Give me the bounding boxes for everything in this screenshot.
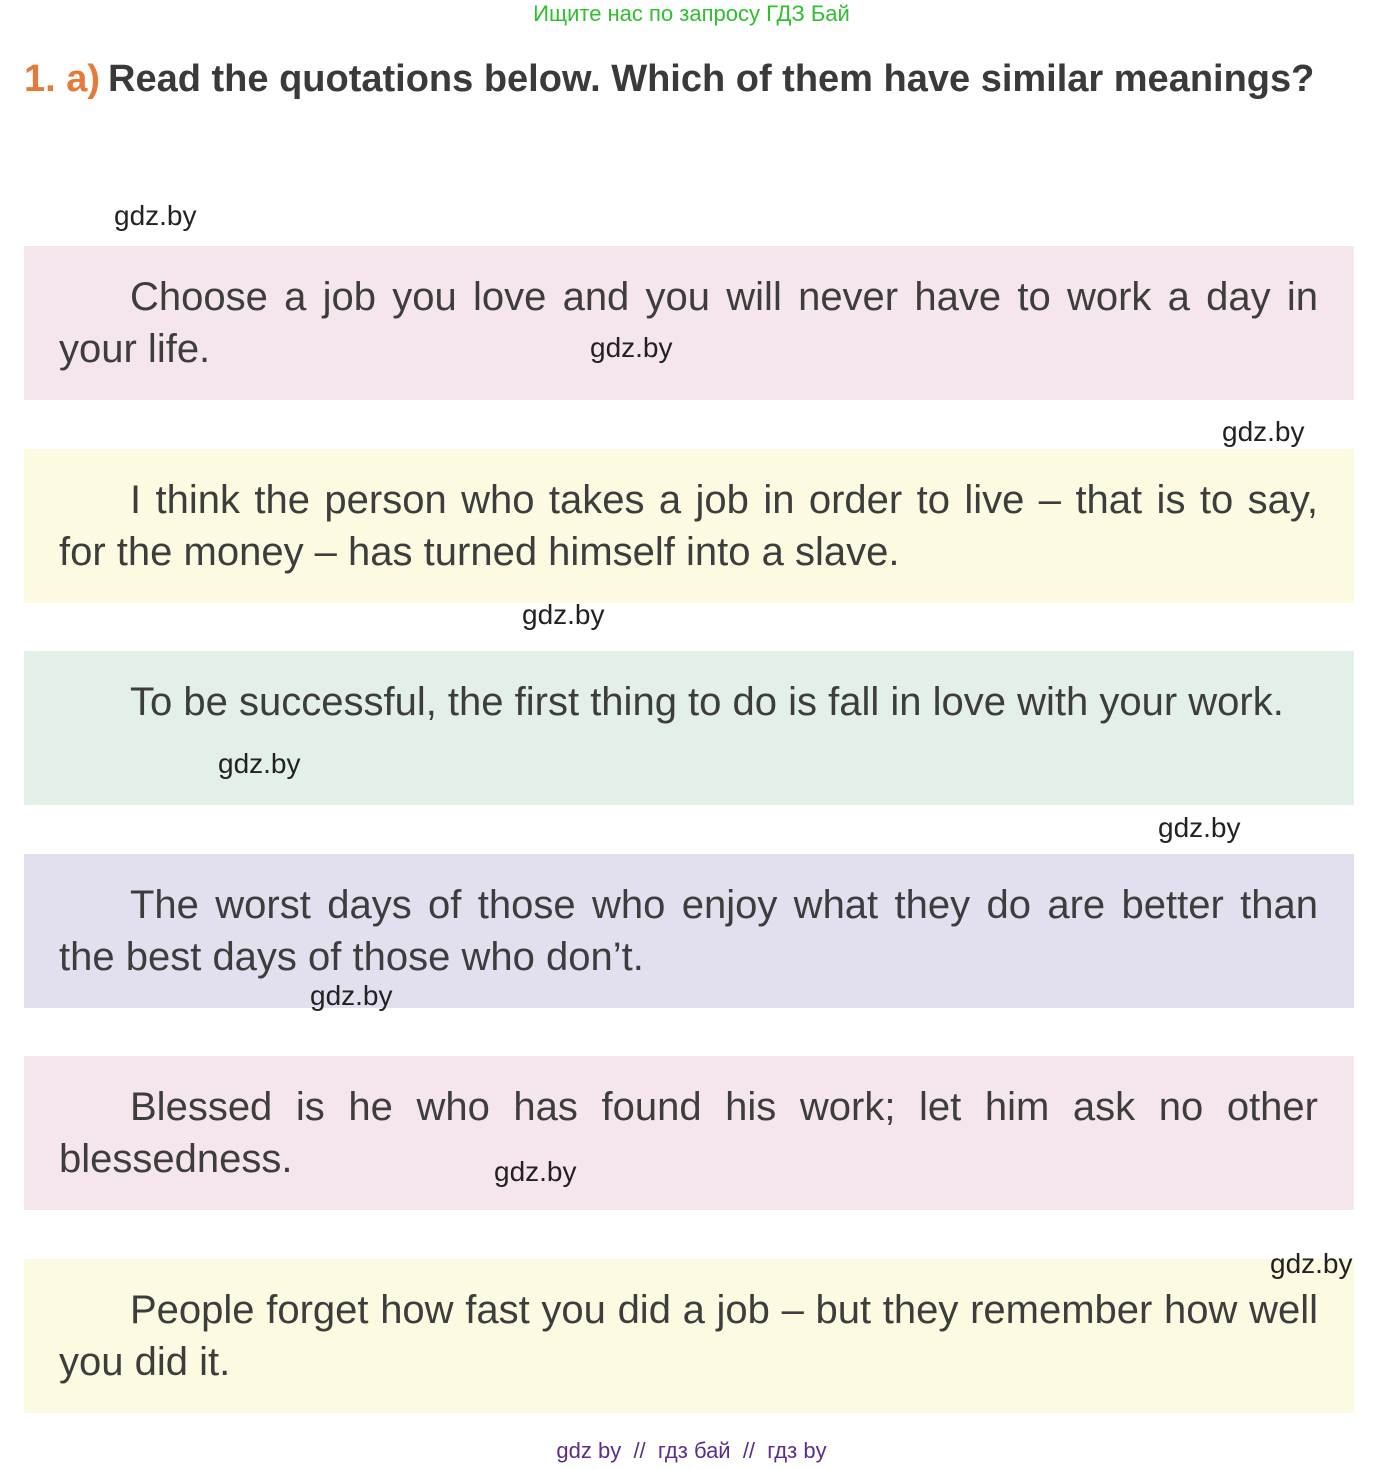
quote-text: People forget how fast you did a job – but they remember how well you did it. [59,1288,1318,1384]
quote-text: Choose a job you love and you will never have to work a day in your life. [59,275,1318,371]
watermark: gdz.by [114,200,197,231]
watermark: gdz.by [522,599,605,630]
watermark: gdz.by [590,332,673,363]
task-number: 1. a) [24,58,101,100]
quote-text: I think the person who takes a job in order to live – that is to say, for the money – has turned himself into a slave. [59,478,1318,574]
watermark: gdz.by [494,1156,577,1187]
quote-card-1 [24,246,1354,400]
quote-card-6 [24,1259,1354,1413]
watermark: gdz.by [1158,812,1241,843]
task-instruction: Read the quotations below. Which of them have similar meanings? [108,58,1315,100]
task-heading [24,52,1358,106]
watermark: gdz.by [218,748,301,779]
footer-links: gdz by // гдз бай // гдз by [556,1438,827,1463]
top-banner: Ищите нас по запросу ГДЗ Бай [533,1,850,26]
quote-text: The worst days of those who enjoy what they do are better than the best days of those who don’t. [59,883,1318,979]
watermark: gdz.by [310,980,393,1011]
quote-text: To be successful, the first thing to do is fall in love with your work. [130,680,1284,724]
quote-text: Blessed is he who has found his work; let him ask no other blessedness. [59,1085,1318,1181]
quote-card-3 [24,651,1354,805]
quote-card-5 [24,1056,1354,1210]
quote-card-2 [24,449,1354,603]
quote-card-4 [24,854,1354,1008]
watermark: gdz.by [1222,416,1305,447]
watermark: gdz.by [1270,1248,1353,1279]
